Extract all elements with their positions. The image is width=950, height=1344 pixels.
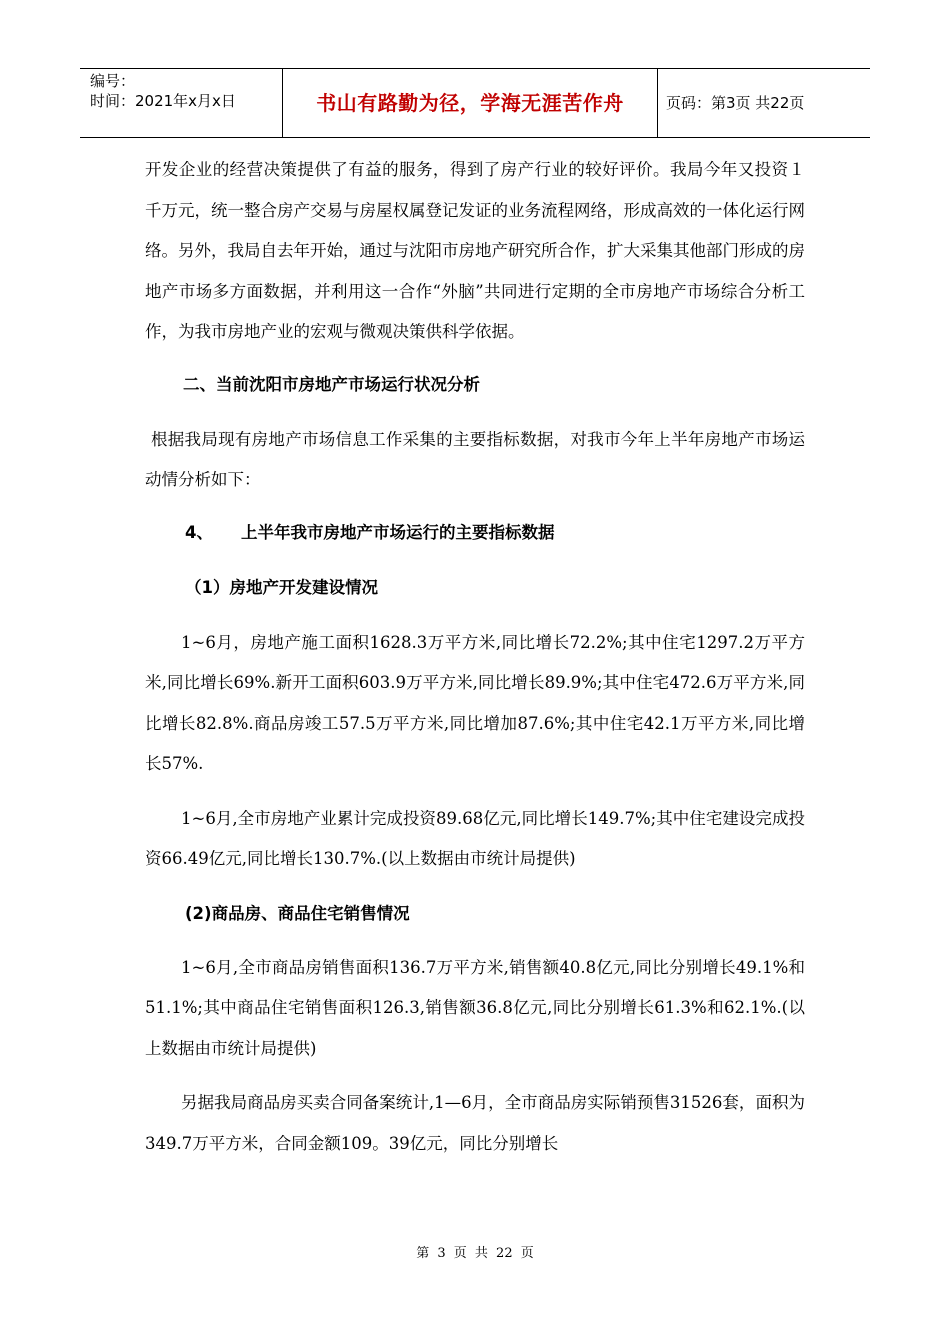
page-footer: 第 3 页 共 22 页 bbox=[416, 1246, 534, 1261]
page-header bbox=[80, 68, 870, 138]
date-line: 时间：2021年x月x日 bbox=[90, 92, 236, 110]
paragraph-investment: 开发企业的经营决策提供了有益的服务，得到了房产行业的较好评价。我局今年又投资１ 千万元，统一整合房产交易与房屋权属登记发证的业务流程网络，形成高效的一体化运行网络。另外，我局自去年开始，通过与沈阳市房地产研究所合作，扩大采集其他部门形成的房地产市场多方面数据，并利用这一合作“外脑”共同进行定期的全市房地产市场综合分析工作，为我市房地产业的宏观与微观决策供科学依据。 bbox=[145, 160, 805, 341]
header-left-cell bbox=[80, 69, 283, 137]
item-heading-sales: (2)商品房、商品住宅销售情况 bbox=[185, 903, 410, 923]
section-heading-analysis: 二、当前沈阳市房地产市场运行状况分析 bbox=[183, 374, 480, 394]
paragraph-construction-area: 1~6月，房地产施工面积1628.3万平方米,同比增长72.2%;其中住宅1297.2万平方米,同比增长69%.新开工面积603.9万平方米,同比增长89.9%;其中住宅472.6万平方米,同比增长82.8%.商品房竣工57.5万平方米,同比增加87.6%;其中住宅42.1万平方米,同比增长57%. bbox=[145, 632, 805, 773]
header-motto: 书山有路勤为径，学海无涯苦作舟 bbox=[316, 91, 624, 115]
header-right-cell bbox=[658, 69, 870, 137]
document-body bbox=[145, 150, 805, 1164]
heading-text: 上半年我市房地产市场运行的主要指标数据 bbox=[240, 522, 555, 542]
page-code: 页码：第3页 共22页 bbox=[666, 94, 805, 112]
paragraph-contract-records: 另据我局商品房买卖合同备案统计,1—6月，全市商品房实际销预售31526套，面积为349.7万平方米，合同金额109。39亿元，同比分别增长 bbox=[145, 1093, 805, 1153]
item-heading-development: （1）房地产开发建设情况 bbox=[185, 577, 378, 597]
heading-number: 4、 bbox=[185, 522, 213, 542]
header-middle-cell bbox=[283, 69, 658, 137]
paragraph-investment-total: 1~6月,全市房地产业累计完成投资89.68亿元,同比增长149.7%;其中住宅建设完成投资66.49亿元,同比增长130.7%.(以上数据由市统计局提供) bbox=[145, 808, 805, 868]
paragraph-sales-area: 1~6月,全市商品房销售面积136.7万平方米,销售额40.8亿元,同比分别增长49.1%和51.1%;其中商品住宅销售面积126.3,销售额36.8亿元,同比分别增长61.3%和62.1%.(以上数据由市统计局提供) bbox=[145, 957, 805, 1058]
subsection-heading-indicators bbox=[145, 513, 805, 553]
number-label: 编号： bbox=[90, 72, 136, 90]
paragraph-intro: 根据我局现有房地产市场信息工作采集的主要指标数据，对我市今年上半年房地产市场运动情分析如下： bbox=[145, 429, 805, 489]
